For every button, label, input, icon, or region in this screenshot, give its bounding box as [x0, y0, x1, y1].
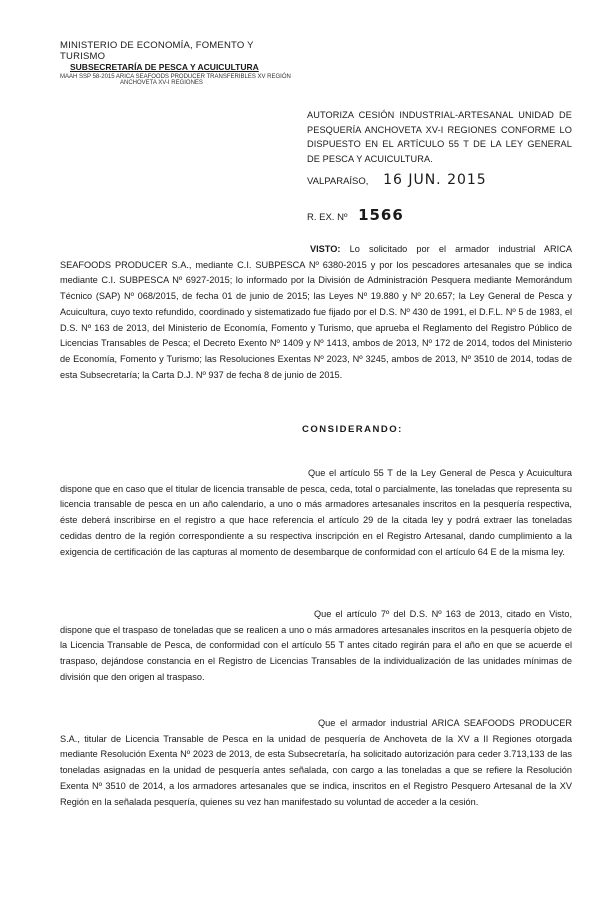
- subsecretaria-name: SUBSECRETARÍA DE PESCA Y ACUICULTURA: [70, 62, 259, 72]
- visto-text: Lo solicitado por el armador industrial ARICA SEAFOODS PRODUCER S.A., mediante C.I. SUBPESCA Nº 6380-2015 y por los pescadores artesanales que se indica mediante C.I. SUBPESCA Nº 6927-2015; lo informado por la División de Administración Pesquera mediante Memorándum Técnico (SAP) Nº 068/2015, de fecha 01 de junio de 2015; las Leyes Nº 19.880 y Nº 20.657; la Ley General de Pesca y Acuicultura, cuyo texto refundido, coordinado y sistematizado fue fijado por el D.S. Nº 430 de 1991, el D.F.L. Nº 5 de 1983, el D.S. Nº 163 de 2013, del Ministerio de Economía, Fomento y Turismo, que aprueba el Reglamento del Registro Público de Licencias Transables de Pesca; el Decreto Exento Nº 1409 y Nº 1413, ambos de 2013, Nº 172 de 2014, todos del Ministerio de Economía, Fomento y Turismo; las Resoluciones Exentas Nº 2023, Nº 3245, ambos de 2013, Nº 3510 de 2014, todas de esta Subsecretaría; la Carta D.J. Nº 937 de fecha 8 de junio de 2015.: [60, 244, 572, 380]
- resolution-label: R. EX. Nº: [307, 212, 348, 223]
- resolution-subject: AUTORIZA CESIÓN INDUSTRIAL-ARTESANAL UNIDAD DE PESQUERÍA ANCHOVETA XV-I REGIONES CONFORME LO DISPUESTO EN EL ARTÍCULO 55 T DE LA LEY GENERAL DE PESCA Y ACUICULTURA.: [307, 110, 572, 164]
- date-line: [307, 172, 487, 188]
- considerando-heading: CONSIDERANDO:: [302, 424, 403, 435]
- visto-paragraph: [60, 242, 572, 383]
- resolution-number-line: [307, 206, 404, 224]
- reference-line-1: MAAH SSP 58-2015 ARICA SEAFOODS PRODUCER TRANSFERIBLES XV REGIÓN: [60, 74, 291, 80]
- considerando-paragraph-2: Que el artículo 7º del D.S. Nº 163 de 2013, citado en Visto, dispone que el traspaso de toneladas que se realicen a uno o más armadores artesanales inscritos en la pesquería objeto de la Licencia Transable de Pesca, de conformidad con el artículo 55 T antes citado regirán para el año en que se acuerde el traspaso, dejándose constancia en el Registro de Licencias Transables de la individualización de las unidades mínimas de división que den origen al traspaso.: [60, 609, 572, 682]
- ministry-name: MINISTERIO DE ECONOMÍA, FOMENTO Y TURISMO: [60, 40, 254, 62]
- visto-lead: VISTO:: [310, 244, 341, 254]
- considerando-paragraph-3: Que el armador industrial ARICA SEAFOODS PRODUCER S.A., titular de Licencia Transable de Pesca en la unidad de pesquería de Anchoveta de la XV a II Regiones otorgada mediante Resolución Exenta Nº 2023 de 2013, de esta Subsecretaría, ha solicitado autorización para ceder 3.713,133 de las toneladas asignadas en la unidad de pesquería antes señalada, con cargo a las toneladas a que se refiere la Resolución Exenta Nº 3510 de 2014, a los armadores artesanales que se indica, inscritos en el Registro Pesquero Artesanal de la XV Región en la señalada pesquería, quienes su vez han manifestado su voluntad de acceder a la cesión.: [60, 718, 572, 807]
- considerando-paragraph-1: Que el artículo 55 T de la Ley General de Pesca y Acuicultura dispone que en caso que el titular de licencia transable de pesca, ceda, total o parcialmente, las toneladas que representa su licencia transable de pesca en un año calendario, a uno o más armadores artesanales inscritos en la pesquería respectiva, éste deberá inscribirse en el registro a que hace referencia el artículo 29 de la citada ley y podrá extraer las toneladas cedidas dentro de la región correspondiente a su respectiva inscripción en el Registro Artesanal, dando cumplimiento a la exigencia de certificación de las capturas al momento de desembarque de conformidad con el artículo 64 E de la misma ley.: [60, 468, 572, 557]
- date-stamp: 16 JUN. 2015: [383, 172, 487, 188]
- resolution-number: 1566: [358, 206, 404, 224]
- date-city: VALPARAÍSO,: [307, 176, 369, 187]
- letterhead: [60, 40, 300, 86]
- reference-line-2: ANCHOVETA XV-I REGIONES: [120, 80, 203, 86]
